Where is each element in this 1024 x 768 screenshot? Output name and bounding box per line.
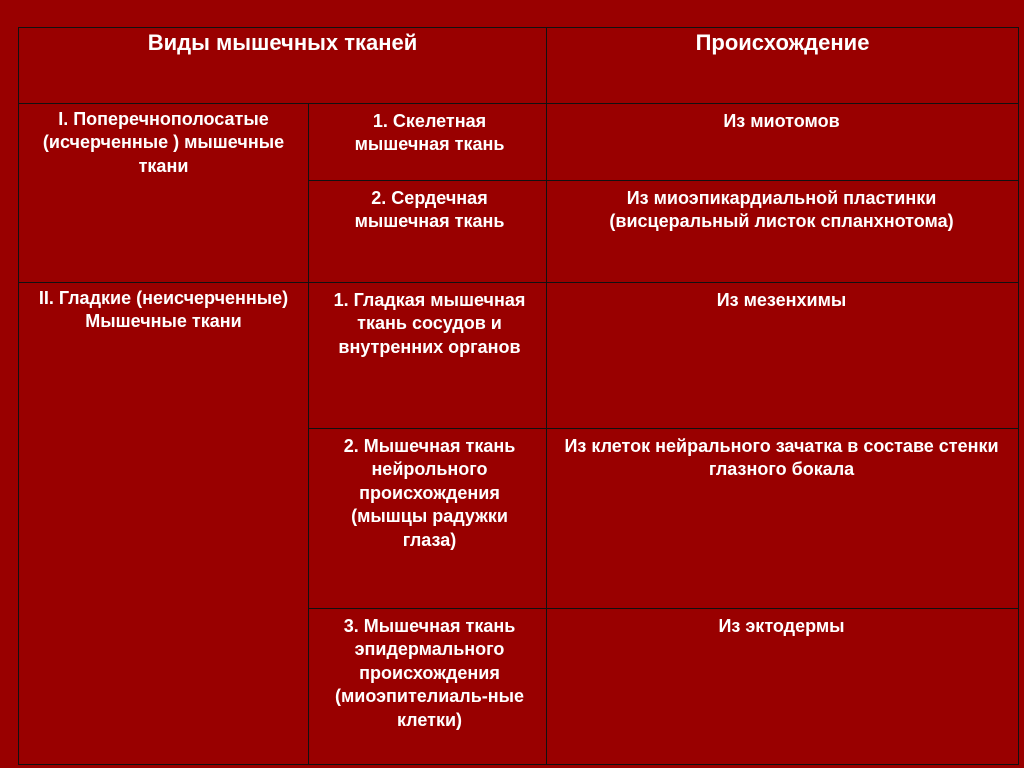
subtype-cell: 2. Сердечная мышечная ткань [309, 181, 547, 283]
table-row [19, 283, 1019, 429]
table-header-row [19, 28, 1019, 104]
group-label-striated: I. Поперечнополосатые (исчерченные ) мышечные ткани [19, 104, 309, 283]
table-row [19, 104, 1019, 181]
header-tissue-types: Виды мышечных тканей [19, 28, 547, 104]
header-origin: Происхождение [547, 28, 1019, 104]
origin-cell: Из мезенхимы [547, 283, 1019, 429]
origin-cell: Из эктодермы [547, 609, 1019, 765]
subtype-cell: 3. Мышечная ткань эпидермального происхождения (миоэпителиаль-ные клетки) [309, 609, 547, 765]
origin-cell: Из миоэпикардиальной пластинки (висцеральный листок спланхнотома) [547, 181, 1019, 283]
subtype-cell: 2. Мышечная ткань нейрольного происхождения (мышцы радужки глаза) [309, 429, 547, 609]
subtype-cell: 1. Скелетная мышечная ткань [309, 104, 547, 181]
group-label-smooth: II. Гладкие (неисчерченные) Мышечные ткани [19, 283, 309, 765]
subtype-cell: 1. Гладкая мышечная ткань сосудов и внутренних органов [309, 283, 547, 429]
origin-cell: Из миотомов [547, 104, 1019, 181]
origin-cell: Из клеток нейрального зачатка в составе стенки глазного бокала [547, 429, 1019, 609]
muscle-tissue-table [18, 27, 1019, 765]
